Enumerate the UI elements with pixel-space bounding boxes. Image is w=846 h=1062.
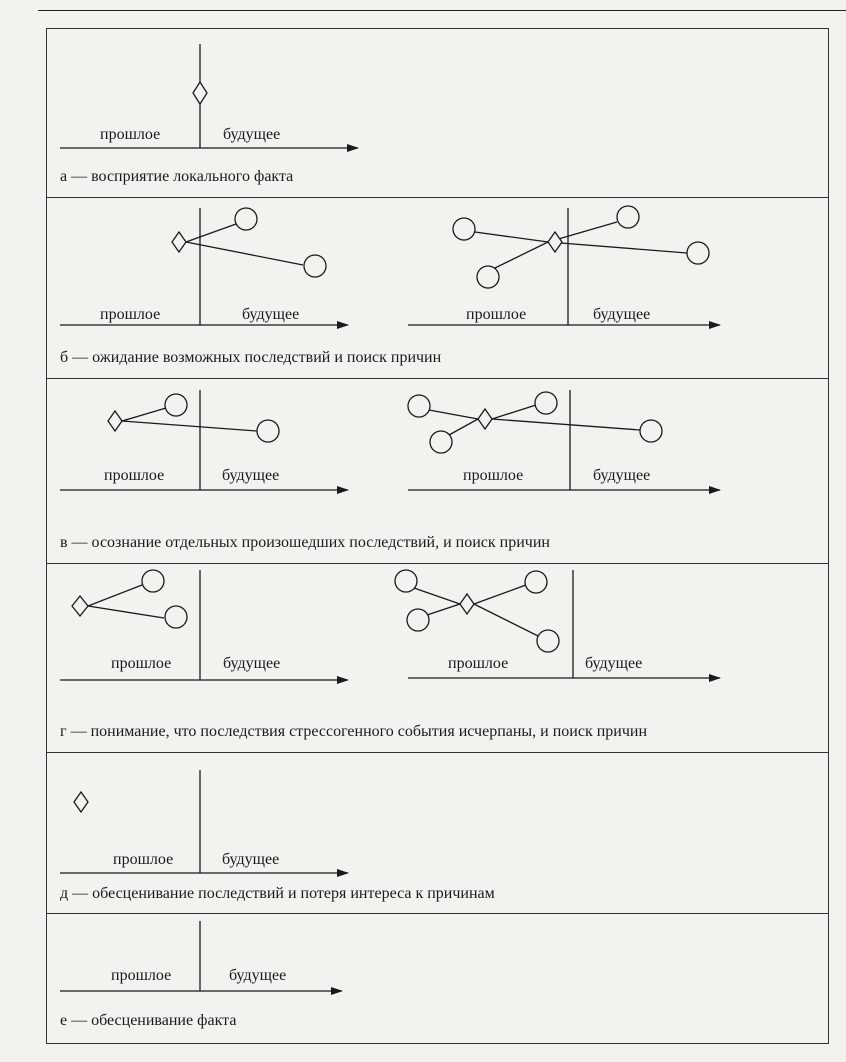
panel-b-right-timeline [408,206,720,325]
fact-diamond [460,594,474,614]
caption-b: б — ожидание возможных последствий и поиск причин [60,349,442,366]
past-label: прошлое [466,306,527,323]
panel-g-right-timeline [395,570,720,678]
fact-diamond [193,82,207,104]
past-label: прошлое [463,467,524,484]
future-label: будущее [585,655,643,672]
consequence-circle [537,630,559,652]
past-label: прошлое [100,126,161,143]
consequence-circle [640,420,662,442]
past-label: прошлое [111,967,172,984]
caption-e: е — обесценивание факта [60,1012,237,1029]
caption-v: в — осознание отдельных произошедших последствий, и поиск причин [60,534,550,551]
future-label: будущее [222,851,280,868]
past-label: прошлое [113,851,174,868]
consequence-circle [165,606,187,628]
future-label: будущее [223,126,281,143]
future-label: будущее [593,306,651,323]
past-label: прошлое [104,467,165,484]
past-label: прошлое [448,655,509,672]
fact-diamond [478,409,492,429]
cause-circle [395,570,417,592]
fact-diamond [72,596,88,616]
future-label: будущее [229,967,287,984]
fact-diamond [172,232,186,252]
past-label: прошлое [100,306,161,323]
consequence-circle [142,570,164,592]
future-label: будущее [242,306,300,323]
past-label: прошлое [111,655,172,672]
future-label: будущее [593,467,651,484]
cause-circle [408,395,430,417]
caption-g: г — понимание, что последствия стрессогенного события исчерпаны, и поиск причин [60,723,648,740]
consequence-circle [525,571,547,593]
panel-d-timeline [60,770,348,873]
future-label: будущее [222,467,280,484]
fact-diamond [108,411,122,431]
fact-diamond [548,232,562,252]
cause-circle [453,218,475,240]
consequence-circle [304,255,326,277]
cause-circle [477,266,499,288]
caption-d: д — обесценивание последствий и потеря интереса к причинам [60,885,495,902]
consequence-circle [257,420,279,442]
consequence-circle [535,392,557,414]
cause-circle [407,609,429,631]
caption-a: а — восприятие локального факта [60,168,294,185]
consequence-circle [235,208,257,230]
consequence-circle [687,242,709,264]
panel-g-left-timeline [60,570,348,680]
future-label: будущее [223,655,281,672]
consequence-circle [617,206,639,228]
consequence-circle [165,394,187,416]
panel-v-right-timeline [408,390,720,490]
panel-e-timeline [60,921,342,991]
cause-circle [430,431,452,453]
fact-diamond [74,792,88,812]
